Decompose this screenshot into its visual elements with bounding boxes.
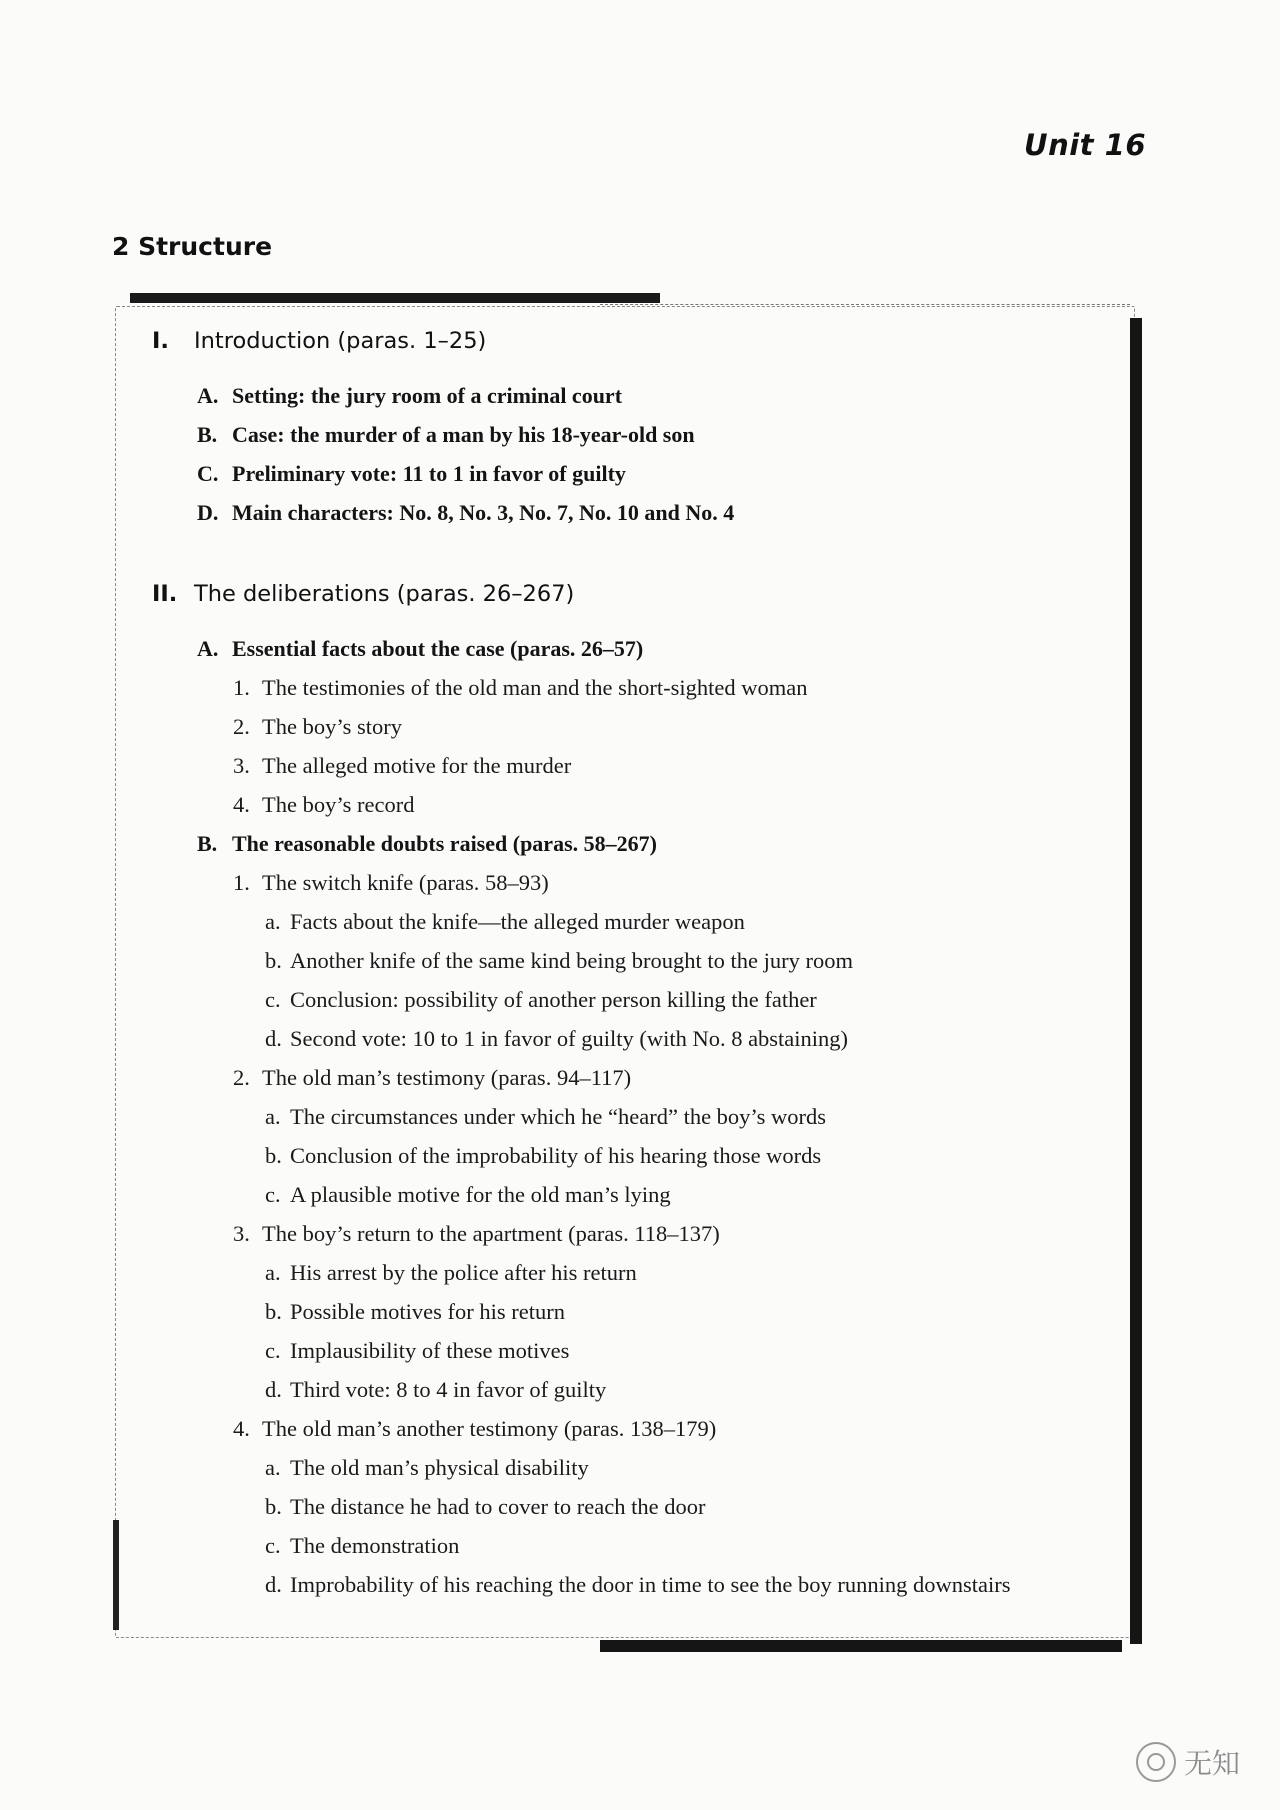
part-number: I. (152, 328, 169, 354)
item-text: His arrest by the police after his return (290, 1260, 637, 1285)
list-item (265, 1533, 459, 1559)
item-number: 3. (233, 1221, 250, 1246)
list-item (265, 1338, 569, 1364)
item-text: Preliminary vote: 11 to 1 in favor of guilty (232, 461, 626, 486)
watermark-text: 无知 (1183, 1747, 1240, 1780)
list-item (197, 831, 657, 857)
item-text: A plausible motive for the old man’s lying (290, 1182, 671, 1207)
item-letter: d. (265, 1026, 282, 1051)
item-text: Setting: the jury room of a criminal court (232, 383, 623, 408)
unit-title: Unit 16 (1024, 128, 1146, 162)
list-item (265, 1143, 821, 1169)
item-letter: D. (197, 500, 219, 525)
item-text: Improbability of his reaching the door in time to see the boy running downstairs (290, 1572, 1011, 1597)
list-item (265, 1377, 606, 1403)
item-text: Third vote: 8 to 4 in favor of guilty (290, 1377, 607, 1402)
item-text: The demonstration (290, 1533, 460, 1558)
item-letter: d. (265, 1377, 282, 1402)
item-number: 2. (233, 714, 250, 739)
wechat-logo-icon (1136, 1742, 1176, 1782)
item-letter: a. (265, 909, 281, 934)
item-letter: b. (265, 1494, 282, 1519)
item-text: The testimonies of the old man and the short-sighted woman (262, 675, 808, 700)
item-text: The boy’s story (262, 714, 402, 739)
item-text: Another knife of the same kind being brought to the jury room (290, 948, 854, 973)
list-item (197, 422, 695, 448)
list-item (265, 1260, 637, 1286)
list-item (265, 1182, 671, 1208)
watermark (1136, 1742, 1240, 1782)
item-text: Possible motives for his return (290, 1299, 565, 1324)
item-text: Essential facts about the case (paras. 26–57) (232, 636, 644, 661)
item-text: The old man’s testimony (paras. 94–117) (262, 1065, 632, 1090)
part-number: II. (152, 581, 178, 607)
item-number: 1. (233, 675, 250, 700)
list-item (233, 792, 414, 818)
list-item (233, 1416, 716, 1442)
list-item (197, 461, 626, 487)
part-title: Introduction (paras. 1–25) (194, 328, 487, 354)
item-text: Second vote: 10 to 1 in favor of guilty (with No. 8 abstaining) (290, 1026, 849, 1051)
list-item (233, 753, 571, 779)
list-item (265, 1494, 705, 1520)
outline-part-1 (152, 328, 486, 354)
item-letter: a. (265, 1455, 281, 1480)
item-text: The reasonable doubts raised (paras. 58–267) (232, 831, 657, 856)
outline-part-2 (152, 581, 574, 607)
item-letter: a. (265, 1104, 281, 1129)
list-item (265, 909, 745, 935)
item-text: The circumstances under which he “heard” the boy’s words (290, 1104, 827, 1129)
item-letter: c. (265, 1182, 281, 1207)
item-letter: B. (197, 422, 218, 447)
list-item (233, 1221, 720, 1247)
item-letter: b. (265, 948, 282, 973)
item-letter: a. (265, 1260, 281, 1285)
list-item (197, 636, 643, 662)
list-item (233, 714, 402, 740)
item-letter: c. (265, 987, 281, 1012)
item-text: The boy’s return to the apartment (paras. 118–137) (262, 1221, 720, 1246)
item-text: The distance he had to cover to reach the door (290, 1494, 706, 1519)
item-text: Case: the murder of a man by his 18-year-old son (232, 422, 695, 447)
list-item (265, 987, 817, 1013)
item-number: 3. (233, 753, 250, 778)
item-letter: d. (265, 1572, 282, 1597)
list-item (265, 1104, 826, 1130)
item-letter: b. (265, 1299, 282, 1324)
list-item (265, 948, 853, 974)
list-item (265, 1299, 565, 1325)
item-text: Implausibility of these motives (290, 1338, 570, 1363)
list-item (197, 383, 622, 409)
item-letter: A. (197, 383, 219, 408)
item-letter: b. (265, 1143, 282, 1168)
item-letter: C. (197, 461, 219, 486)
item-number: 2. (233, 1065, 250, 1090)
item-text: Main characters: No. 8, No. 3, No. 7, No. 10 and No. 4 (232, 500, 735, 525)
part-title: The deliberations (paras. 26–267) (194, 581, 575, 607)
list-item (233, 870, 549, 896)
list-item (265, 1455, 589, 1481)
item-letter: c. (265, 1338, 281, 1363)
list-item (265, 1572, 1010, 1598)
item-letter: B. (197, 831, 218, 856)
item-text: Conclusion: possibility of another person killing the father (290, 987, 817, 1012)
list-item (265, 1026, 848, 1052)
section-heading: 2 Structure (112, 232, 273, 261)
list-item (233, 675, 808, 701)
item-text: Facts about the knife—the alleged murder weapon (290, 909, 745, 934)
item-letter: A. (197, 636, 219, 661)
list-item (233, 1065, 631, 1091)
item-number: 4. (233, 1416, 250, 1441)
item-number: 1. (233, 870, 250, 895)
item-text: The alleged motive for the murder (262, 753, 572, 778)
item-text: The old man’s physical disability (290, 1455, 589, 1480)
item-letter: c. (265, 1533, 281, 1558)
item-text: The switch knife (paras. 58–93) (262, 870, 549, 895)
item-text: Conclusion of the improbability of his hearing those words (290, 1143, 822, 1168)
item-text: The old man’s another testimony (paras. 138–179) (262, 1416, 717, 1441)
list-item (197, 500, 734, 526)
item-number: 4. (233, 792, 250, 817)
item-text: The boy’s record (262, 792, 415, 817)
